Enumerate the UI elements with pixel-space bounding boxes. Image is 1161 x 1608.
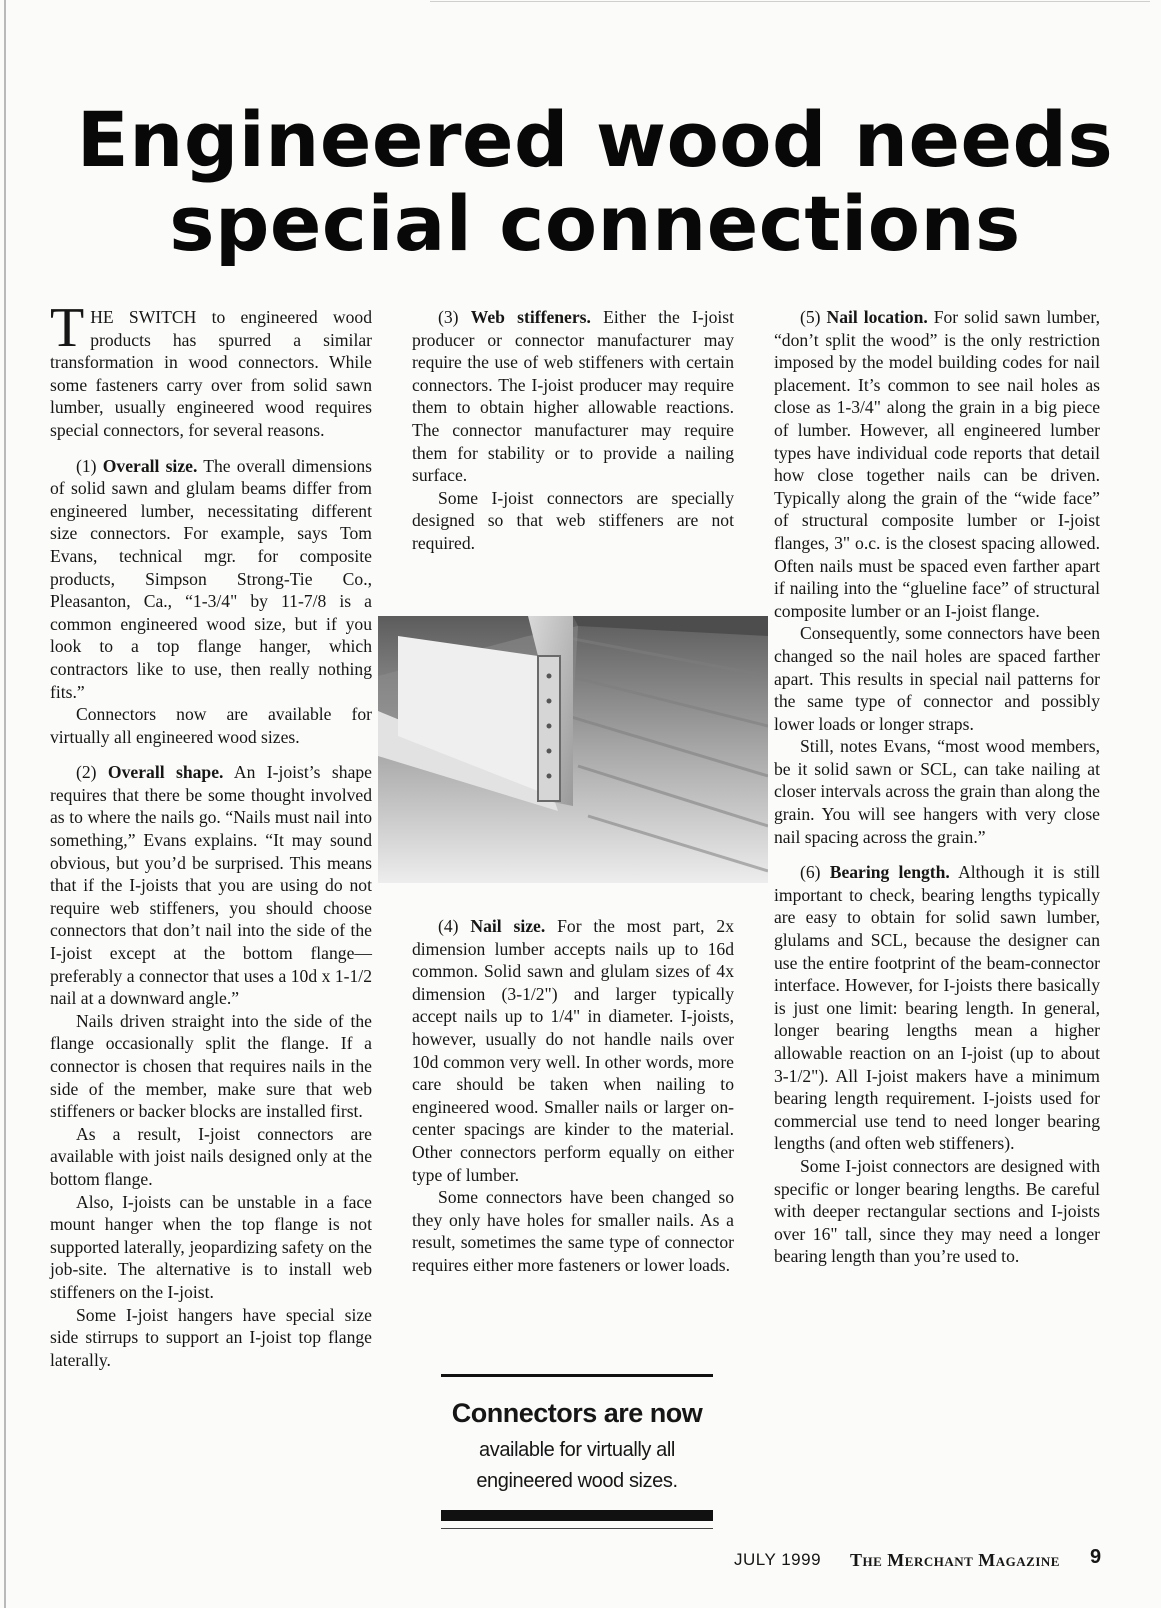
paragraph: Also, I-joists can be unstable in a face mount hanger when the top flange is not supported laterally, jeopardizing safety on the job-site. The alternative is to install web stiffeners on the I-joist. xyxy=(50,1191,372,1302)
pullquote-bottom-bar xyxy=(441,1510,713,1521)
paragraph: Some connectors have been changed so they only have holes for smaller nails. As a result, sometimes the same type of connector requires either more fasteners or lower loads. xyxy=(412,1187,734,1275)
pullquote-top-rule xyxy=(441,1374,713,1377)
item-heading: Web stiffeners. xyxy=(470,307,591,327)
item-heading: Overall size. xyxy=(102,455,198,476)
item-text: For solid sawn lumber, “don’t split the wood” is the only restriction imposed by the model building codes for nail placement. It’s common to see nail holes as close as 1-3/4" along the grain in a big piece of lumber. However, all engineered lumber types have individual code reports that detail how close together nails can be driven. Typically along the grain of the “wide face” of structural composite lumber or I-joist flanges, 3" o.c. is the closest spacing allowed. Often nails must be spaced even farther apart if nailing into the “glueline face” of structural composite lumber or an I-joist flange. xyxy=(774,307,1100,621)
drop-cap: T xyxy=(50,297,85,359)
column-2-top xyxy=(412,306,734,555)
lead-paragraph xyxy=(50,297,372,442)
top-rule xyxy=(430,1,1150,2)
paragraph-bearing-length xyxy=(774,861,1100,1155)
pullquote-bottom-rule xyxy=(441,1528,713,1529)
paragraph-nail-location xyxy=(774,306,1100,622)
column-2-bottom xyxy=(412,915,734,1277)
item-heading: Nail size. xyxy=(470,916,546,936)
paragraph-overall-shape xyxy=(50,761,372,1010)
page-number: 9 xyxy=(1090,1546,1102,1568)
headline: Engineered wood needs special connections xyxy=(76,95,1114,268)
item-text: Although it is still important to check, bearing lengths typically are easy to obtain for solid sawn lumber, glulams and SCL, because the designer can use the entire footprint of the beam-connector interface. However, for I-joists there basically is just one limit: bearing length. In general, longer bearing lengths mean a higher allowable reaction on an I-joist (up to about 3-1/2"). All I-joist makers have a minimum bearing length requirement. I-joists used for commercial use tend to need longer bearing lengths (and often web stiffeners). xyxy=(774,862,1100,1154)
paragraph-nail-size xyxy=(412,915,734,1186)
paragraph: Nails driven straight into the side of the flange occasionally split the flange. If a connector is chosen that requires nails in the side of the member, make sure that web stiffeners or backer blocks are installed first. xyxy=(50,1010,372,1122)
photo-joist-hanger xyxy=(378,616,768,883)
item-heading: Overall shape. xyxy=(107,762,224,783)
photo-illustration xyxy=(378,616,768,883)
footer-magazine: The Merchant Magazine xyxy=(850,1550,1060,1570)
paragraph: Consequently, some connectors have been changed so the nail holes are spaced farther apart. This results in special nail patterns for the same type of connector and possibly lower loads or longer straps. xyxy=(774,623,1100,734)
page-edge-line xyxy=(4,0,6,1608)
lead-text: HE SWITCH to engineered wood products has spurred a similar transformation in wood connectors. While some fasteners carry over from solid sawn lumber, usually engineered wood requires special connectors, for several reasons. xyxy=(50,307,372,440)
item-number: (5) xyxy=(800,307,821,327)
item-text: Either the I-joist producer or connector manufacturer may require the use of web stiffeners with certain connectors. The I-joist producer may require them to obtain higher allowable reactions. The connector manufacturer may require them for stability or to provide a nailing surface. xyxy=(412,307,735,486)
item-text: For the most part, 2x dimension lumber accepts nails up to 16d common. Solid sawn and glulam sizes of 4x dimension (3-1/2") and larger typically accept nails up to 1/4" in diameter. I-joists, however, usually do not handle nails over 10d common very well. In other words, more care should be taken when nailing to engineered wood. Smaller nails or larger on-center spacings are kinder to the material. Other connectors perform equally on either type of lumber. xyxy=(412,916,735,1185)
item-number: (3) xyxy=(438,307,459,327)
column-1 xyxy=(50,297,372,1371)
paragraph: Still, notes Evans, “most wood members, be it solid sawn or SCL, can take nailing at closer intervals across the grain than along the grain. You will see hangers with very close nail spacing across the grain.” xyxy=(774,736,1100,847)
paragraph: Connectors now are available for virtually all engineered wood sizes. xyxy=(50,704,372,747)
pullquote-heading: Connectors are now xyxy=(451,1398,703,1428)
paragraph: Some I-joist hangers have special size side stirrups to support an I-joist top flange laterally. xyxy=(50,1304,372,1370)
item-text: An I-joist’s shape requires that there be some thought involved as to where the nails go. “Nails must nail into something,” Evans explains. “It may sound obvious, but you’d be surprised. This means that if the I-joists that you are using do not require web stiffeners, you should choose connectors that don’t nail into the side of the I-joist except at the bottom flange— preferably a connector that uses a 10d x 1-1/2 nail at a downward angle.” xyxy=(50,762,372,1009)
paragraph: As a result, I-joist connectors are available with joist nails designed only at the bottom flange. xyxy=(50,1123,372,1189)
paragraph: Some I-joist connectors are designed with specific or longer bearing lengths. Be careful with deeper rectangular sections and I-joists over 16" tall, since they may need a longer bearing length than you’re used to. xyxy=(774,1155,1100,1267)
item-number: (6) xyxy=(800,862,821,883)
column-3 xyxy=(774,306,1100,1268)
item-text: The overall dimensions of solid sawn and glulam beams differ from engineered lumber, necessitating different size connectors. For example, says Tom Evans, technical mgr. for composite products, Simpson Strong-Tie Co., Pleasanton, Ca., “1-3/4" by 11-7/8 is a common engineered wood size, but if you look to a top flange hanger, which contractors like to use, then really nothing fits.” xyxy=(50,455,372,702)
item-heading: Bearing length. xyxy=(829,862,950,883)
footer-date: JULY 1999 xyxy=(734,1550,822,1569)
item-heading: Nail location. xyxy=(826,307,928,327)
item-number: (2) xyxy=(76,762,97,783)
item-number: (4) xyxy=(438,916,459,936)
paragraph-web-stiffeners xyxy=(412,306,734,487)
paragraph-overall-size xyxy=(50,455,372,704)
item-number: (1) xyxy=(76,455,97,476)
pullquote-body: available for virtually all engineered wood sizes. xyxy=(476,1439,678,1492)
paragraph: Some I-joist connectors are specially designed so that web stiffeners are not required. xyxy=(412,487,734,553)
